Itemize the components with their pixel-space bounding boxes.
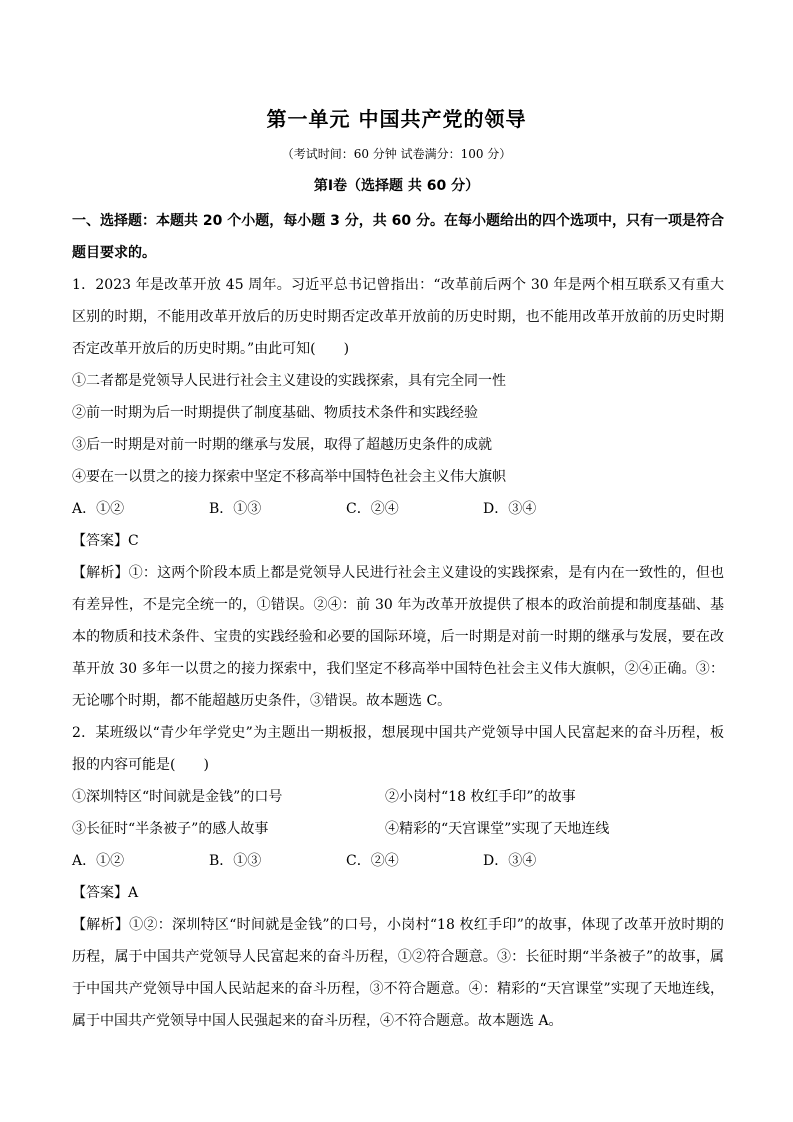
option-c: C．②④ <box>346 501 399 517</box>
section-heading: 第Ⅰ卷（选择题 共 60 分） <box>313 178 480 194</box>
option-a: A．①② <box>72 501 125 517</box>
question-2-analysis: 【解析】①②：深圳特区“时间就是金钱”的口号，小岗村“18 枚红手印”的故事，体现了改革开放时期的历程，属于中国共产党领导人民富起来的奋斗历程，①②符合题意。③：长征时期“半条被子”的故事，属于中国共产党领导中国人民站起来的奋斗历程，③不符合题意。④：精彩的“天宫课堂”实现了天地连线，属于中国共产党领导中国人民强起来的奋斗历程，④不符合题意。故本题选 A。 <box>72 917 724 1029</box>
option-b: B．①③ <box>209 853 262 869</box>
instructions: 一、选择题：本题共 20 个小题，每小题 3 分，共 60 分。在每小题给出的四个选项中，只有一项是符合题目要求的。 <box>72 213 724 261</box>
option-d: D．③④ <box>483 853 537 869</box>
question-2-options <box>72 845 724 877</box>
option-c: C．②④ <box>346 853 399 869</box>
question-1-analysis: 【解析】①：这两个阶段本质上都是党领导人民进行社会主义建设的实践探索，是有内在一致性的，但也有差异性，不是完全统一的，①错误。②④：前 30 年为改革开放提供了根本的政治前提和制度基础、基本的物质和技术条件、宝贵的实践经验和必要的国际环境，后一时期是对前一时期的继承与发展，要在改革开放 30 多年一以贯之的接力探索中，我们坚定不移高举中国特色社会主义伟大旗帜，②④正确。③：无论哪个时期，都不能超越历史条件，③错误。故本题选 C。 <box>72 565 724 709</box>
question-2-statements-row <box>72 781 724 813</box>
question-2-statement: ④精彩的“天宫课堂”实现了天地连线 <box>385 821 610 837</box>
question-1-statement: ③后一时期是对前一时期的继承与发展，取得了超越历史条件的成就 <box>72 437 492 453</box>
question-2-statement: ③长征时“半条被子”的感人故事 <box>72 821 269 837</box>
option-b: B．①③ <box>209 501 262 517</box>
document-body <box>72 205 724 1037</box>
question-1-statement: ①二者都是党领导人民进行社会主义建设的实践探索，具有完全同一性 <box>72 373 506 389</box>
page-title: 第一单元 中国共产党的领导 <box>266 107 527 131</box>
question-1-statement: ②前一时期为后一时期提供了制度基础、物质技术条件和实践经验 <box>72 405 478 421</box>
option-a: A．①② <box>72 853 125 869</box>
question-1-options <box>72 493 724 525</box>
question-2-statement: ②小岗村“18 枚红手印”的故事 <box>385 789 576 805</box>
option-d: D．③④ <box>483 501 537 517</box>
question-2-statements-row <box>72 813 724 845</box>
question-2-stem: 2．某班级以“青少年学党史”为主题出一期板报，想展现中国共产党领导中国人民富起来的奋斗历程，板报的内容可能是( ) <box>72 725 724 773</box>
question-2-answer: 【答案】A <box>72 885 139 901</box>
question-2-statement: ①深圳特区“时间就是金钱”的口号 <box>72 789 283 805</box>
exam-info: （考试时间：60 分钟 试卷满分：100 分） <box>281 147 512 161</box>
question-1-stem: 1．2023 年是改革开放 45 周年。习近平总书记曾指出：“改革前后两个 30 年是两个相互联系又有重大区别的时期，不能用改革开放后的历史时期否定改革开放前的历史时期，也不能用改革开放前的历史时期否定改革开放后的历史时期。”由此可知( ) <box>72 277 724 357</box>
question-1-statement: ④要在一以贯之的接力探索中坚定不移高举中国特色社会主义伟大旗帜 <box>72 469 506 485</box>
question-1-answer: 【答案】C <box>72 533 139 549</box>
